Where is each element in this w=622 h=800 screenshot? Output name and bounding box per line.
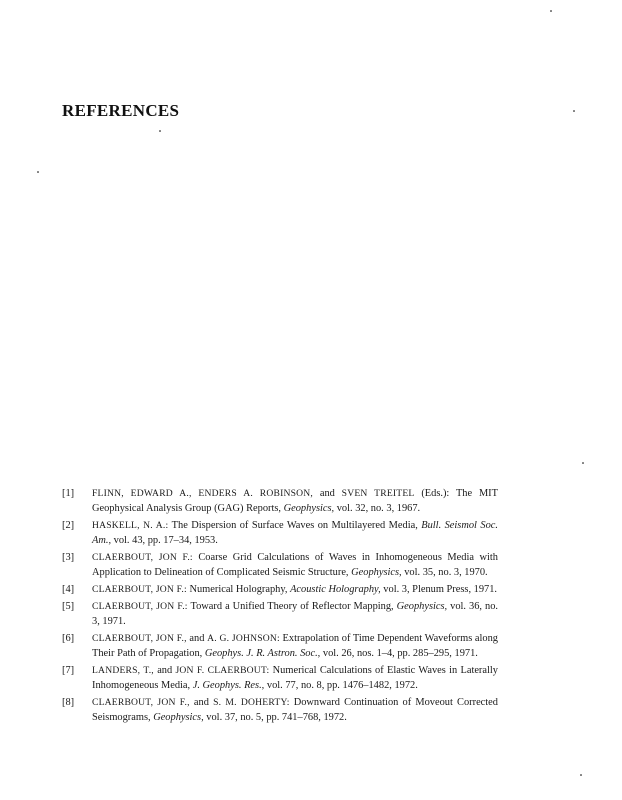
reference-segment: vol. 3, Plenum Press, 1971. [380, 584, 498, 595]
scan-speck [582, 462, 584, 464]
reference-author: HASKELL, N. A.: [92, 520, 169, 531]
reference-author: FLINN, EDWARD A., ENDERS A. ROBINSON, [92, 488, 313, 499]
reference-author: CLAERBOUT, JON F.: [92, 552, 193, 563]
reference-segment: and [153, 665, 176, 676]
reference-segment: vol. 77, no. 8, pp. 1476–1482, 1972. [264, 680, 418, 691]
reference-segment: vol. 26, nos. 1–4, pp. 285–295, 1971. [320, 648, 478, 659]
reference-segment: Downward Continuation of Moveout Corrected Seismograms, [92, 697, 498, 723]
reference-list [62, 486, 498, 727]
scan-speck [159, 130, 161, 132]
reference-author: CLAERBOUT, JON F.: [92, 601, 188, 612]
reference-number: [2] [62, 520, 75, 531]
reference-segment: vol. 35, no. 3, 1970. [401, 567, 488, 578]
reference-source: Geophysics, [283, 503, 335, 514]
reference-segment: The Dispersion of Surface Waves on Multilayered Media, [168, 520, 422, 531]
scan-speck [573, 110, 575, 112]
reference-author: CLAERBOUT, JON F., [92, 633, 187, 644]
scan-speck [37, 171, 39, 173]
reference-author: CLAERBOUT, JON F., [92, 697, 190, 708]
reference-author: S. M. DOHERTY: [213, 697, 290, 708]
reference-number: [8] [62, 697, 75, 708]
reference-segment: and [189, 697, 214, 708]
reference-item [62, 695, 498, 725]
scan-speck [580, 774, 582, 776]
reference-text [92, 584, 497, 595]
reference-segment: Numerical Calculations of Elastic Waves in Laterally Inhomogeneous Media, [92, 665, 498, 691]
reference-segment: Extrapolation of Time Dependent Waveforms along Their Path of Propagation, [92, 633, 498, 659]
reference-author: LANDERS, T., [92, 665, 154, 676]
reference-number: [5] [62, 601, 75, 612]
reference-item [62, 663, 498, 693]
reference-text [92, 633, 498, 659]
reference-segment: and [186, 633, 208, 644]
reference-number: [6] [62, 633, 75, 644]
reference-author: JON F. CLAERBOUT: [175, 665, 270, 676]
reference-text [92, 552, 498, 578]
reference-segment: vol. 32, no. 3, 1967. [334, 503, 421, 514]
reference-source: J. Geophys. Res., [192, 680, 265, 691]
reference-text [92, 520, 498, 546]
reference-number: [3] [62, 552, 75, 563]
reference-source: Geophysics, [153, 712, 204, 723]
reference-source: Geophysics, [351, 567, 402, 578]
reference-segment: vol. 36, no. 3, 1971. [92, 601, 498, 627]
reference-item [62, 550, 498, 580]
reference-source: Acoustic Holography, [290, 584, 381, 595]
reference-text [92, 488, 498, 514]
reference-segment: Toward a Unified Theory of Reflector Mapping, [187, 601, 397, 612]
reference-item [62, 599, 498, 629]
reference-number: [4] [62, 584, 75, 595]
reference-source: Bull. Seismol Soc. Am., [92, 520, 498, 546]
reference-text [92, 697, 498, 723]
reference-item [62, 582, 498, 597]
reference-source: Geophys. J. R. Astron. Soc., [204, 648, 321, 659]
reference-number: [1] [62, 488, 75, 499]
scan-speck [550, 10, 552, 12]
reference-segment: Coarse Grid Calculations of Waves in Inhomogeneous Media with Application to Delineation of Complicated Seismic Structure, [92, 552, 498, 578]
reference-segment: vol. 37, no. 5, pp. 741–768, 1972. [203, 712, 347, 723]
reference-segment: Numerical Holography, [186, 584, 291, 595]
reference-number: [7] [62, 665, 75, 676]
reference-text [92, 665, 498, 691]
page-title: REFERENCES [62, 101, 180, 121]
reference-text [92, 601, 498, 627]
reference-item [62, 518, 498, 548]
reference-segment: vol. 43, pp. 17–34, 1953. [111, 535, 218, 546]
reference-segment: and [313, 488, 342, 499]
reference-item [62, 631, 498, 661]
reference-source: Geophysics, [396, 601, 448, 612]
reference-segment: (Eds.): The MIT Geophysical Analysis Group (GAG) Reports, [92, 488, 498, 514]
reference-author: CLAERBOUT, JON F.: [92, 584, 187, 595]
reference-item [62, 486, 498, 516]
reference-author: SVEN TREITEL [341, 488, 415, 499]
reference-author: A. G. JOHNSON: [207, 633, 280, 644]
